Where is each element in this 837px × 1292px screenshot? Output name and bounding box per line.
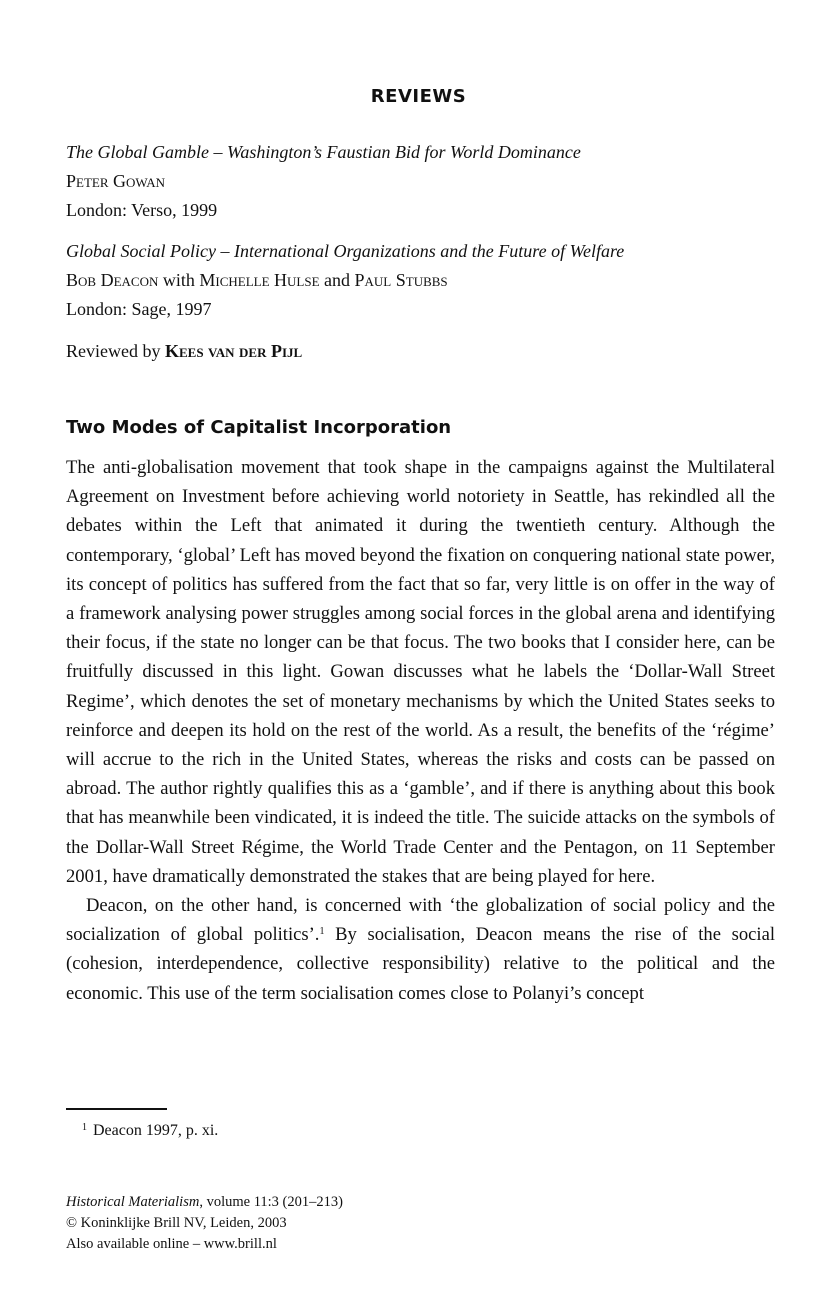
paragraph-1: The anti-globalisation movement that took shape in the campaigns against the Multilateral Agreement on Investment before achieving world notoriety in Seattle, has rekindled all the debates within the Left that animated it during the twentieth century. Although the contemporary, ‘global’ Left has moved beyond the fixation on conquering national state power, its concept of politics has suffered from the fact that so far, very little is on offer in the way of a framework analysing power struggles among social forces in the global arena and identifying their focus, if the state no longer can be that focus. The two books that I consider here, can be fruitfully discussed in this light. Gowan discusses what he labels the ‘Dollar-Wall Street Regime’, which denotes the set of monetary mechanisms by which the United States seeks to reinforce and deepen its hold on the rest of the world. As a result, the benefits of the ‘régime’ will accrue to the rich in the United States, whereas the risks and costs can be passed on abroad. The author rightly qualifies this as a ‘gamble’, and if there is anything about this book that has meanwhile been vindicated, it is indeed the title. The suicide attacks on the symbols of the Dollar-Wall Street Régime, the World Trade Center and the Pentagon, on 11 September 2001, have dramatically demonstrated the stakes that are being played for here. xyxy=(66,457,775,887)
book-1-title: The Global Gamble – Washington’s Faustian Bid for World Dominance xyxy=(66,142,581,162)
reviewer-name: Kees van der Pijl xyxy=(164,341,303,361)
section-label: REVIEWS xyxy=(370,86,467,107)
book-2-author-1: Bob Deacon xyxy=(66,270,159,290)
journal-title: Historical Materialism xyxy=(66,1194,200,1210)
book-entry-2 xyxy=(66,237,786,324)
article-heading: Two Modes of Capitalist Incorporation xyxy=(66,417,452,438)
reviewer-line xyxy=(66,337,302,366)
reviewer-prefix: Reviewed by xyxy=(66,341,165,361)
paragraph-2 xyxy=(66,891,775,1008)
journal-footer xyxy=(66,1192,343,1255)
paragraph-2-rest: By socialisation, Deacon means the rise of the social (cohesion, interdependence, collective responsibility) relative to the political and the economic. This use of the term socialisation comes close to Polanyi’s concept xyxy=(66,924,775,1004)
footnote-text: Deacon 1997, p. xi. xyxy=(93,1122,219,1139)
book-2-title: Global Social Policy – International Organizations and the Future of Welfare xyxy=(66,241,625,261)
copyright-line: © Koninklijke Brill NV, Leiden, 2003 xyxy=(66,1215,287,1231)
footnote-reference[interactable]: 1 xyxy=(319,926,325,938)
footnote-divider xyxy=(66,1108,167,1110)
book-2-publisher: London: Sage, 1997 xyxy=(66,299,212,319)
book-2-author-2: Michelle Hulse xyxy=(199,270,320,290)
book-1-author: Peter Gowan xyxy=(66,171,165,191)
journal-volume: , volume 11:3 (201–213) xyxy=(199,1194,343,1210)
footnote-number: 1 xyxy=(82,1122,87,1133)
book-entry-1 xyxy=(66,138,786,225)
journal-citation xyxy=(66,1192,343,1213)
book-2-author-3: Paul Stubbs xyxy=(354,270,448,290)
book-2-authors xyxy=(66,266,786,295)
article-body xyxy=(66,453,775,1008)
online-availability[interactable]: Also available online – www.brill.nl xyxy=(66,1236,277,1252)
book-2-with-text: with xyxy=(158,270,200,290)
footnote xyxy=(82,1120,218,1142)
paragraph-2-start: Deacon, on the other hand, is concerned with ‘the globalization of social policy and the socialization of global politics’. xyxy=(66,895,775,946)
book-1-publisher: London: Verso, 1999 xyxy=(66,200,218,220)
book-2-and-text: and xyxy=(319,270,355,290)
